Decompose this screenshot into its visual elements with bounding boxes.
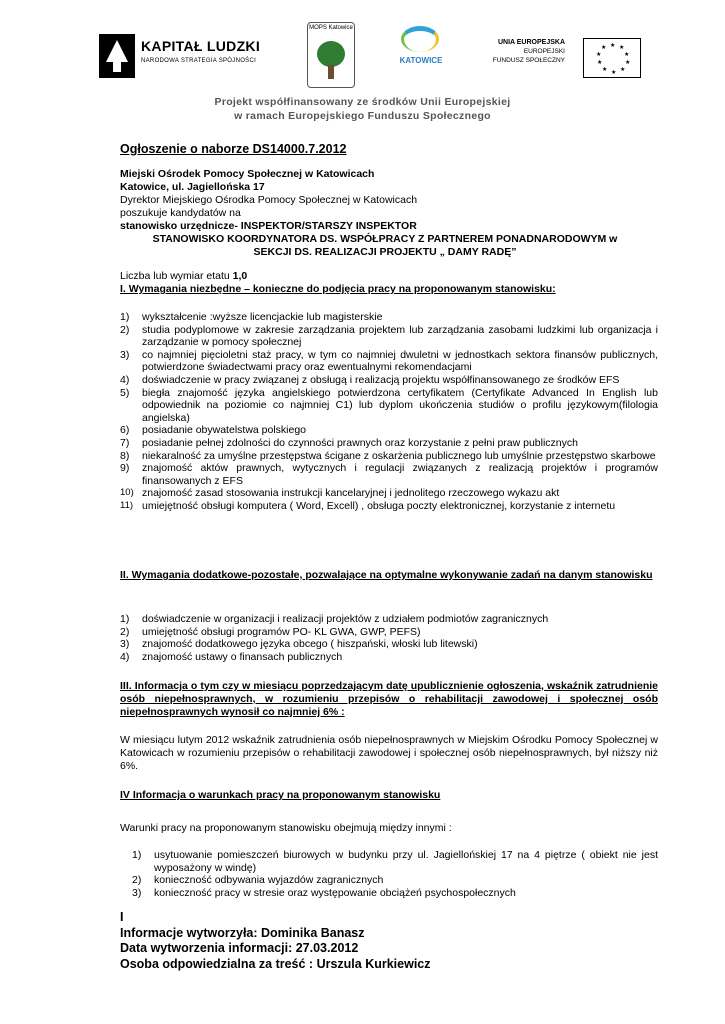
item-text: doświadczenie w pracy związanej z obsługą i realizacją projektu współfinansowanego ze środków EFS [142, 373, 620, 386]
list-item [132, 874, 658, 887]
item-text: doświadczenie w organizacji i realizacji projektów z udziałem podmiotów zagranicznych [142, 613, 549, 625]
katowice-logo [393, 26, 449, 80]
item-number: 2) [120, 323, 130, 336]
item-text: konieczność odbywania wyjazdów zagranicznych [154, 874, 384, 887]
item-text: znajomość ustawy o finansach publicznych [142, 650, 343, 663]
item-number: 4) [120, 373, 130, 386]
eu-line-1: UNIA EUROPEJSKA [497, 39, 565, 46]
list-item [120, 638, 658, 651]
item-number: 1) [132, 849, 142, 861]
item-number: 1) [120, 613, 130, 625]
list-item [120, 374, 658, 387]
header-logos [95, 22, 655, 90]
item-text: znajomość zasad stosowania instrukcji kancelaryjnej i jednolitego rzeczowego wykazu akt [142, 487, 560, 500]
item-number: 1) [120, 311, 130, 323]
katowice-swirl-icon [401, 26, 439, 52]
list-item [120, 450, 658, 463]
kapital-ludzki-subtitle: NARODOWA STRATEGIA SPÓJNOŚCI [141, 58, 257, 64]
item-text: wykształcenie :wyższe licencjackie lub magisterskie [142, 311, 383, 323]
item-number: 2) [132, 874, 142, 887]
item-text: studia podyplomowe w zakresie zarządzania projektem lub zarządzania zasobami ludzkimi lub organizacja i zarządzanie w pomocy społecznej [142, 323, 658, 349]
footer-date: Data wytworzenia informacji: 27.03.2012 [120, 941, 359, 955]
etat-value: 1,0 [232, 270, 248, 282]
organization-address: Katowice, ul. Jagiellońska 17 [120, 181, 265, 193]
item-text: znajomość dodatkowego języka obcego ( hiszpański, włoski lub litewski) [142, 638, 478, 651]
list-item [132, 849, 658, 874]
position-line-2: STANOWISKO KOORDYNATORA DS. WSPÓŁPRACY Z PARTNEREM PONADNARODOWYM w [152, 233, 618, 245]
list-item [120, 349, 658, 374]
item-text: niekaralność za umyślne przestępstwa ścigane z oskarżenia publicznego lub umyślnie przestępstwo skarbowe [142, 449, 656, 462]
item-text: konieczność pracy w stresie oraz występowanie obciążeń psychospołecznych [154, 886, 516, 899]
list-item [120, 500, 658, 513]
cofinancing-line-2: w ramach Europejskiego Funduszu Społecznego [234, 110, 491, 122]
item-text: biegła znajomość języka angielskiego potwierdzona certyfikatem (Certyfikate Advanced In English lub odpowiednik na poziomie co najmniej C1) lub dyplom ukończenia studiów o profilu językowym(filologia angielska) [142, 386, 658, 424]
eu-line-2: EUROPEJSKI [523, 48, 565, 55]
cofinancing-line-1: Projekt współfinansowany ze środków Unii Europejskiej [214, 96, 511, 108]
item-number: 7) [120, 436, 130, 449]
eu-line-3: FUNDUSZ SPOŁECZNY [492, 57, 565, 64]
item-text: co najmniej pięcioletni staż pracy, w tym co najmniej dwuletni w jednostkach sektora finansów publicznych, potwierdzone świadectwami pracy oraz ewentualnymi rekomendacjami [142, 348, 658, 374]
katowice-logo-text: KATOWICE [399, 56, 443, 65]
list-item [120, 437, 658, 450]
item-text: znajomość aktów prawnych, wytycznych i regulacji związanych z realizacją projektów i programów finansowanych z EFS [142, 462, 658, 487]
organization-name: Miejski Ośrodek Pomocy Społecznej w Katowicach [120, 168, 375, 180]
item-number: 8) [120, 449, 130, 462]
item-number: 9) [120, 462, 130, 475]
mops-logo [307, 22, 355, 88]
etat-line [120, 270, 247, 283]
seeking-line: poszukuje kandydatów na [120, 207, 241, 219]
list-item [120, 462, 658, 487]
kapital-ludzki-mark-icon [99, 34, 135, 78]
eu-logo [485, 38, 655, 82]
section1-list [120, 311, 658, 513]
item-number: 3) [120, 638, 130, 651]
section4-intro: Warunki pracy na proponowanym stanowisku obejmują między innymi : [120, 822, 452, 834]
etat-label: Liczba lub wymiar etatu [120, 270, 233, 282]
tree-trunk-icon [328, 65, 334, 79]
item-number: 10) [120, 487, 134, 499]
list-item [120, 613, 658, 626]
director-line: Dyrektor Miejskiego Ośrodka Pomocy Społecznej w Katowicach [120, 194, 418, 206]
item-number: 6) [120, 424, 130, 437]
item-text: umiejętność obsługi programów PO- KL GWA, GWP, PEFS) [142, 625, 421, 638]
list-item [120, 424, 658, 437]
position-line-3: SEKCJI DS. REALIZACJI PROJEKTU „ DAMY RADĘ” [253, 246, 517, 258]
section2-heading: II. Wymagania dodatkowe-pozostałe, pozwalające na optymalne wykonywanie zadań na danym stanowisku [120, 569, 653, 581]
item-text: umiejętność obsługi komputera ( Word, Excell) , obsługa poczty elektronicznej, korzystanie z internetu [142, 499, 616, 512]
item-text: usytuowanie pomieszczeń biurowych w budynku przy ul. Jagiellońskiej 17 na 4 piętrze ( obiekt nie jest wyposażony w windę) [154, 849, 658, 874]
item-number: 11) [120, 499, 134, 511]
list-item [120, 487, 658, 500]
item-text: posiadanie obywatelstwa polskiego [142, 424, 307, 437]
item-number: 3) [132, 886, 142, 899]
footer-mark: I [120, 910, 124, 924]
eu-flag-icon: ★ ★ ★ ★ ★ ★ ★ ★ ★ ★ [583, 38, 641, 78]
section4-heading: IV Informacja o warunkach pracy na proponowanym stanowisku [120, 789, 441, 801]
section3-heading: III. Informacja o tym czy w miesiącu poprzedzającym datę upublicznienie ogłoszenia, wskaźnik zatrudnienie osób niepełnosprawnych, w rozumieniu przepisów o rehabilitacji zawodowej i społecznej osób niepełnosprawnych wynosił co najmniej 6% : [120, 680, 658, 718]
cofinancing-note [0, 95, 725, 123]
item-number: 5) [120, 386, 130, 399]
mops-logo-text: MOPS Katowice [309, 25, 353, 31]
position-line: stanowisko urzędnicze- INSPEKTOR/STARSZY INSPEKTOR [120, 220, 417, 232]
list-item [120, 311, 658, 324]
list-item [120, 626, 658, 639]
list-item [120, 651, 658, 664]
list-item [120, 324, 658, 349]
announcement-title: Ogłoszenie o naborze DS14000.7.2012 [120, 142, 347, 156]
section1-heading: I. Wymagania niezbędne – konieczne do podjęcia pracy na proponowanym stanowisku: [120, 283, 556, 295]
item-number: 3) [120, 348, 130, 361]
kapital-ludzki-title: KAPITAŁ LUDZKI [141, 38, 261, 54]
footer-responsible: Osoba odpowiedzialna za treść : Urszula Kurkiewicz [120, 956, 431, 971]
kapital-ludzki-logo [99, 32, 284, 82]
footer-author: Informacje wytworzyła: Dominika Banasz [120, 925, 365, 940]
eu-logo-text [485, 38, 565, 65]
document-footer [120, 910, 431, 972]
list-item [120, 387, 658, 425]
list-item [132, 887, 658, 900]
item-number: 2) [120, 625, 130, 638]
tree-icon [317, 41, 345, 67]
item-number: 4) [120, 650, 130, 663]
section3-text: W miesiącu lutym 2012 wskaźnik zatrudnienia osób niepełnosprawnych w Miejskim Ośrodku Pomocy Społecznej w Katowicach w rozumieniu przepisów o rehabilitacji zawodowej i społecznej osób niepełnosprawnych, był niższy niż 6%. [120, 734, 658, 772]
section4-list [132, 849, 658, 899]
item-text: posiadanie pełnej zdolności do czynności prawnych oraz korzystanie z pełni praw publicznych [142, 436, 578, 449]
section2-list [120, 613, 658, 663]
